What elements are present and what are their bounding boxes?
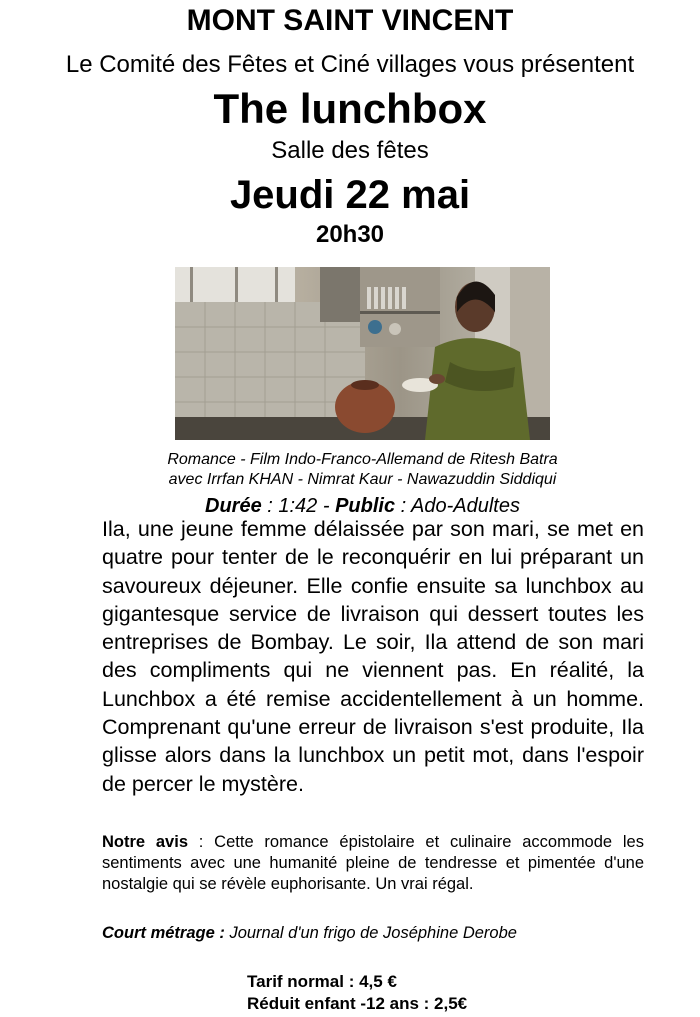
short-film-label: Court métrage :: [102, 924, 225, 942]
event-time: 20h30: [315, 221, 385, 248]
duration-value: : 1:42 -: [261, 495, 336, 517]
genre-line: Romance - Film Indo-Franco-Allemand de Ritesh Batra: [167, 451, 558, 468]
public-value: : Ado-Adultes: [395, 495, 520, 517]
location-title: MONT SAINT VINCENT: [186, 4, 514, 37]
short-film-text: Journal d'un frigo de Joséphine Derobe: [224, 924, 517, 942]
opinion-text: : Cette romance épistolaire et culinaire accommode les sentiments avec une humanité pleine de tendresse et pimentée d'une nostalgie qui se révèle euphorisante. Un vrai régal.: [102, 833, 644, 893]
film-title: The lunchbox: [213, 85, 487, 132]
film-info: [100, 450, 625, 490]
venue: Salle des fêtes: [271, 137, 429, 164]
opinion-paragraph: [102, 832, 644, 895]
short-film-line: [102, 923, 644, 944]
synopsis: Ila, une jeune femme délaissée par son mari, se met en quatre pour tenter de le reconquérir en lui préparant un savoureux déjeuner. Elle confie ensuite sa lunchbox au gigantesque service de livraison qui dessert toutes les entreprises de Bombay. Le soir, Ila attend de son mari des compliments qui ne viennent pas. En réalité, la Lunchbox a été remise accidentellement à un homme. Comprenant qu'une erreur de livraison s'est produite, Ila glisse alors dans la lunchbox un petit mot, dans l'espoir de percer le mystère.: [102, 517, 644, 796]
public-label: Public: [335, 495, 396, 517]
duration-label: Durée: [205, 495, 262, 517]
opinion-label: Notre avis: [102, 833, 188, 851]
price-normal: Tarif normal : 4,5 €: [247, 972, 397, 991]
presenters-line: Le Comité des Fêtes et Ciné villages vous présentent: [65, 51, 635, 78]
film-still-photo: [175, 267, 550, 440]
event-date: Jeudi 22 mai: [229, 173, 471, 217]
price-reduced: Réduit enfant -12 ans : 2,5€: [247, 994, 468, 1013]
cast-line: avec Irrfan KHAN - Nimrat Kaur - Nawazuddin Siddiqui: [168, 471, 557, 488]
prices: [247, 971, 647, 1015]
